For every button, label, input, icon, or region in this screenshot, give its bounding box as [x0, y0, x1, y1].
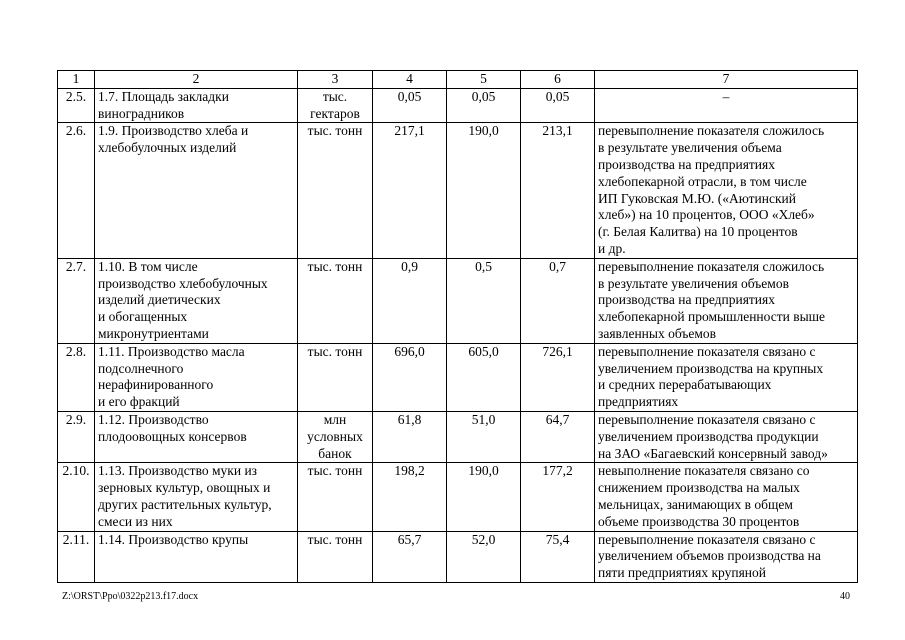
- note-cell: –: [595, 88, 858, 123]
- value-cell: 726,1: [521, 343, 595, 411]
- row-number: 2.5.: [58, 88, 95, 123]
- value-cell: 213,1: [521, 123, 595, 258]
- unit-cell: млн условных банок: [298, 411, 373, 462]
- indicator-name: 1.13. Производство муки из зерновых культур, овощных и других растительных культур, смеси из них: [95, 463, 298, 531]
- unit-cell: тыс. гектаров: [298, 88, 373, 123]
- indicator-name: 1.11. Производство масла подсолнечного нерафинированного и его фракций: [95, 343, 298, 411]
- table-row: [58, 463, 858, 531]
- header-cell: 2: [95, 71, 298, 89]
- row-number: 2.7.: [58, 258, 95, 343]
- unit-cell: тыс. тонн: [298, 258, 373, 343]
- row-number: 2.9.: [58, 411, 95, 462]
- header-cell: 1: [58, 71, 95, 89]
- indicator-name: 1.14. Производство крупы: [95, 531, 298, 582]
- value-cell: 0,7: [521, 258, 595, 343]
- value-cell: 52,0: [447, 531, 521, 582]
- footer-page-number: 40: [840, 591, 850, 602]
- header-cell: 6: [521, 71, 595, 89]
- row-number: 2.8.: [58, 343, 95, 411]
- value-cell: 0,05: [447, 88, 521, 123]
- value-cell: 65,7: [373, 531, 447, 582]
- value-cell: 51,0: [447, 411, 521, 462]
- indicator-name: 1.10. В том числе производство хлебобулочных изделий диетических и обогащенных микронутриентами: [95, 258, 298, 343]
- unit-cell: тыс. тонн: [298, 343, 373, 411]
- table-row: [58, 258, 858, 343]
- indicator-name: 1.12. Производство плодоовощных консервов: [95, 411, 298, 462]
- unit-cell: тыс. тонн: [298, 463, 373, 531]
- indicator-name: 1.7. Площадь закладки виноградников: [95, 88, 298, 123]
- value-cell: 0,5: [447, 258, 521, 343]
- value-cell: 177,2: [521, 463, 595, 531]
- row-number: 2.10.: [58, 463, 95, 531]
- data-table: [57, 70, 858, 583]
- value-cell: 0,05: [521, 88, 595, 123]
- note-cell: перевыполнение показателя связано с увеличением производства продукции на ЗАО «Багаевский консервный завод»: [595, 411, 858, 462]
- table-row: [58, 123, 858, 258]
- value-cell: 198,2: [373, 463, 447, 531]
- value-cell: 0,9: [373, 258, 447, 343]
- value-cell: 61,8: [373, 411, 447, 462]
- header-cell: 3: [298, 71, 373, 89]
- value-cell: 605,0: [447, 343, 521, 411]
- note-cell: перевыполнение показателя связано с увеличением объемов производства на пяти предприятиях крупяной: [595, 531, 858, 582]
- indicator-name: 1.9. Производство хлеба и хлебобулочных изделий: [95, 123, 298, 258]
- footer-file-path: Z:\ORST\Ppo\0322p213.f17.docx: [62, 591, 199, 602]
- table-row: [58, 88, 858, 123]
- header-cell: 4: [373, 71, 447, 89]
- note-cell: перевыполнение показателя сложилось в результате увеличения объема производства на предприятиях хлебопекарной отрасли, в том числе ИП Гуковская М.Ю. («Аютинский хлеб») на 10 процентов, ООО «Хлеб» (г. Белая Калитва) на 10 процентов и др.: [595, 123, 858, 258]
- value-cell: 217,1: [373, 123, 447, 258]
- table-row: [58, 343, 858, 411]
- row-number: 2.6.: [58, 123, 95, 258]
- table-row: [58, 411, 858, 462]
- table-row: [58, 531, 858, 582]
- table-header-row: [58, 71, 858, 89]
- note-cell: перевыполнение показателя связано с увеличением производства на крупных и средних перерабатывающих предприятиях: [595, 343, 858, 411]
- value-cell: 0,05: [373, 88, 447, 123]
- unit-cell: тыс. тонн: [298, 531, 373, 582]
- row-number: 2.11.: [58, 531, 95, 582]
- value-cell: 190,0: [447, 463, 521, 531]
- value-cell: 75,4: [521, 531, 595, 582]
- note-cell: невыполнение показателя связано со снижением производства на малых мельницах, занимающих в общем объеме производства 30 процентов: [595, 463, 858, 531]
- header-cell: 5: [447, 71, 521, 89]
- unit-cell: тыс. тонн: [298, 123, 373, 258]
- value-cell: 696,0: [373, 343, 447, 411]
- note-cell: перевыполнение показателя сложилось в результате увеличения объемов производства на предприятиях хлебопекарной промышленности выше заявленных объемов: [595, 258, 858, 343]
- value-cell: 190,0: [447, 123, 521, 258]
- header-cell: 7: [595, 71, 858, 89]
- value-cell: 64,7: [521, 411, 595, 462]
